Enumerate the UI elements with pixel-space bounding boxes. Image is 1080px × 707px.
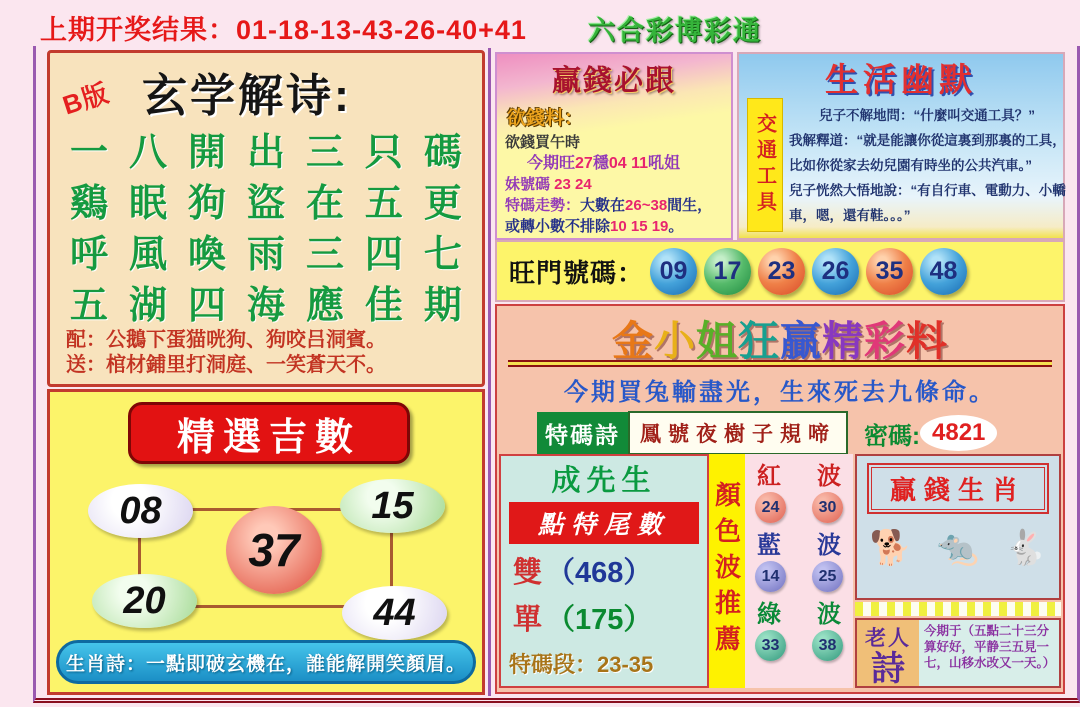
win-tips-panel	[495, 52, 733, 240]
tip-segment: 。	[668, 218, 684, 235]
tail-digit-row	[513, 550, 707, 591]
hot-number-balls	[650, 248, 967, 295]
tail-digits-banner: 點特尾數	[509, 502, 699, 544]
mr-cheng-name: 成先生	[551, 465, 657, 497]
tip-segment: 27	[575, 155, 593, 172]
tip-segment: 10 15 19	[610, 218, 669, 235]
poem-char: 八	[128, 132, 167, 174]
poem-line	[50, 174, 482, 225]
poem-char: 喚	[187, 234, 226, 276]
gold-title-char: 精	[822, 318, 864, 364]
poem-char: 狗	[187, 183, 226, 225]
wave-group-red	[749, 456, 849, 523]
zodiac-poem-text: 生肖詩：一點即破玄機在，誰能解開笑顏眉。	[65, 653, 466, 675]
tip-segment: 或轉小數不排除	[505, 218, 611, 235]
wave-ball-33	[755, 630, 786, 661]
zodiac-animal-row	[857, 528, 1059, 568]
special-code-range: 特碼段：23-35	[509, 652, 654, 677]
tip-segment: 欲錢買午時	[505, 134, 581, 151]
tip-segment: 大數在	[580, 197, 626, 214]
humor-topic-tab	[747, 98, 783, 232]
gold-bottom-row	[499, 454, 1061, 688]
poem-char: 佳	[364, 285, 403, 327]
poem-char: 在	[305, 183, 344, 225]
poem-char: 出	[246, 132, 285, 174]
gold-section-title	[497, 308, 1063, 364]
win-tips-lines	[505, 132, 723, 237]
humor-line: 兒子恍然大悟地說：“有自行車、電動力、小轎	[789, 183, 1066, 198]
wave-labels	[749, 525, 849, 560]
humor-line: 兒子不解地問：“什麼叫交通工具？”	[819, 108, 1035, 123]
number-ball-17	[704, 248, 751, 295]
song-line: 送：棺材鋪里打洞庭、一笑蒼天不。	[66, 354, 386, 376]
poem-line	[50, 123, 482, 174]
gold-title-char: 小	[654, 318, 696, 364]
humor-line: 我解釋道：“就是能讓你從這裏到那裏的工具，	[789, 133, 1066, 148]
lucky-numbers-panel	[47, 389, 485, 695]
xuanxue-title: 玄学解诗:	[142, 70, 352, 121]
pei-line: 配：公鵝下蛋猫咣狗、狗咬吕洞賓。	[66, 329, 386, 351]
gold-slogan: 今期買兔輸盡光，生來死去九條命。	[564, 379, 996, 406]
lucky-number-44	[342, 586, 447, 640]
poem-char: 五	[364, 183, 403, 225]
poem-char: 開	[187, 132, 226, 174]
color-wave-title: 顏色波推薦	[711, 481, 742, 661]
hot-numbers-strip	[495, 240, 1065, 302]
humor-title: 生活幽默	[825, 61, 977, 98]
poem-char: 四	[187, 285, 226, 327]
number-ball-35	[866, 248, 913, 295]
poem-char: 更	[423, 183, 462, 225]
wave-group-blue	[749, 525, 849, 592]
humor-panel	[737, 52, 1065, 240]
number-ball-23	[758, 248, 805, 295]
lucky-number-08	[88, 484, 193, 538]
tip-line	[505, 174, 723, 195]
tail-digit-row	[513, 597, 707, 638]
elder-label-bottom: 詩	[871, 650, 905, 688]
checker-band	[855, 602, 1061, 616]
poem-char: 鷄	[70, 183, 109, 225]
lucky-number-20	[92, 574, 197, 628]
tip-line	[505, 132, 723, 153]
tail-row-label: 雙	[513, 557, 543, 589]
tail-row-label: 單	[513, 604, 543, 636]
tip-line	[505, 216, 723, 237]
number-ball-48	[920, 248, 967, 295]
lucky-numbers-banner	[128, 402, 410, 464]
tip-segment: 23 24	[554, 176, 592, 193]
poem-char: 風	[128, 234, 167, 276]
lucky-number-value: 20	[123, 579, 166, 622]
tip-line	[505, 153, 723, 174]
wave-balls	[749, 630, 849, 661]
tail-row-value: （175）	[546, 604, 653, 636]
poem-char: 應	[305, 285, 344, 327]
tip-segment: 穩	[592, 155, 609, 172]
zodiac-poem-banner	[56, 640, 476, 684]
tail-row-value: （468）	[546, 557, 653, 589]
win-tips-title: 贏錢必跟	[551, 65, 676, 97]
gold-title-char: 金	[612, 318, 654, 364]
poem-char: 三	[305, 234, 344, 276]
elder-label-top: 老人	[865, 627, 911, 650]
hot-numbers-label: 旺門號碼：	[509, 257, 645, 288]
wave-ball-24	[755, 492, 786, 523]
lucky-number-value: 44	[373, 591, 416, 634]
wave-color-label: 藍	[757, 532, 781, 559]
tip-segment: 今期旺	[527, 155, 576, 172]
color-wave-panel	[745, 454, 853, 688]
poem-char: 四	[364, 234, 403, 276]
special-code-poem-label: 特碼詩	[537, 412, 628, 455]
win-tips-subtitle: 欲錢料：	[507, 108, 584, 129]
lucky-number-value: 08	[119, 489, 162, 532]
poem-char: 雨	[246, 234, 285, 276]
column-divider	[488, 48, 491, 696]
poem-char: 盜	[246, 183, 285, 225]
edition-badge: B版	[58, 77, 113, 121]
wave-ball-14	[755, 561, 786, 592]
number-ball-09	[650, 248, 697, 295]
tip-line	[505, 195, 723, 216]
wave-ball-30	[812, 492, 843, 523]
brand-title: 六合彩博彩通	[588, 16, 762, 46]
wave-word: 波	[817, 532, 841, 559]
humor-topic-label: 交通工具	[753, 113, 776, 217]
humor-text	[789, 103, 1066, 228]
lucky-number-value: 15	[371, 484, 414, 527]
poem-char: 呼	[70, 234, 109, 276]
tip-segment: 26~38	[625, 197, 668, 214]
gold-title-char: 料	[906, 318, 948, 364]
poem-line	[50, 276, 482, 327]
special-code-poem-row	[537, 414, 1049, 452]
poem-char: 三	[305, 132, 344, 174]
gold-title-char: 狂	[738, 318, 780, 364]
rabbit-icon: 🐇	[1004, 529, 1047, 567]
ball-number: 26	[821, 256, 850, 285]
lucky-number-37	[226, 506, 322, 594]
wave-word: 波	[817, 463, 841, 490]
humor-line: 比如你從家去幼兒園有時坐的公共汽車。”	[789, 158, 1032, 173]
right-column	[855, 454, 1061, 688]
color-wave-strip	[709, 454, 745, 688]
poem-char: 眠	[128, 183, 167, 225]
xuanxue-poem	[50, 123, 482, 327]
poem-char: 海	[246, 285, 285, 327]
secret-code-label: 密碼:	[864, 422, 920, 450]
elder-poem-box	[855, 618, 1061, 688]
ball-number: 09	[659, 256, 688, 285]
win-zodiac-box	[855, 454, 1061, 600]
special-code-poem: 鳳號夜樹子規啼	[628, 411, 848, 455]
dog-icon: 🐕	[869, 529, 912, 567]
tip-segment: 吼姐	[647, 155, 680, 172]
poem-char: 碼	[423, 132, 462, 174]
poem-char: 五	[70, 285, 109, 327]
tip-segment: 間生，	[667, 197, 713, 214]
ball-number: 35	[875, 256, 904, 285]
tip-segment: 特碼走勢：	[505, 197, 581, 214]
rat-icon: 🐀	[936, 529, 980, 567]
gold-title-char: 彩	[864, 318, 906, 364]
tail-digit-rows	[501, 550, 707, 638]
number-ball-26	[812, 248, 859, 295]
humor-line: 車，嗯，還有鞋。。。”	[789, 208, 911, 223]
last-draw-result: 上期开奖结果：01-18-13-43-26-40+41	[40, 15, 527, 45]
wave-ball-25	[812, 561, 843, 592]
wave-word: 波	[817, 601, 841, 628]
tip-segment: 妹號碼	[505, 176, 555, 193]
poem-char: 期	[423, 285, 462, 327]
wave-ball-number: 38	[818, 636, 837, 654]
poem-char: 一	[70, 132, 109, 174]
win-zodiac-title: 贏錢生肖	[871, 467, 1045, 510]
gold-title-char: 贏	[780, 318, 822, 364]
wave-ball-number: 30	[818, 498, 837, 516]
elder-poem-text: 今期于（五點二十三分算好好，平静三五見一七，山移水改又一天。）	[924, 624, 1056, 670]
poem-char: 只	[364, 132, 403, 174]
wave-group-green	[749, 594, 849, 661]
lucky-number-15	[340, 479, 445, 533]
wave-ball-number: 25	[818, 567, 837, 585]
elder-poem-label	[857, 620, 919, 686]
wave-ball-number: 24	[761, 498, 780, 516]
mr-cheng-box	[499, 454, 709, 688]
wave-balls	[749, 492, 849, 523]
wave-ball-38	[812, 630, 843, 661]
wave-ball-number: 14	[761, 567, 780, 585]
ball-number: 23	[767, 256, 796, 285]
ball-number: 17	[713, 256, 742, 285]
wave-color-label: 紅	[757, 463, 781, 490]
win-zodiac-titlewrap	[867, 463, 1049, 514]
xuanxue-panel	[47, 50, 485, 387]
ball-number: 48	[929, 256, 958, 285]
tip-segment: 04 11	[608, 155, 648, 172]
poem-line	[50, 225, 482, 276]
pei-song-block	[66, 328, 472, 378]
gold-title-char: 姐	[696, 318, 738, 364]
poem-char: 七	[423, 234, 462, 276]
lucky-number-value: 37	[248, 524, 300, 576]
gold-tips-section	[495, 304, 1065, 694]
wave-labels	[749, 456, 849, 491]
wave-labels	[749, 594, 849, 629]
wave-color-label: 綠	[757, 601, 781, 628]
secret-code-value: 4821	[920, 415, 997, 451]
poem-char: 湖	[128, 285, 167, 327]
wave-balls	[749, 561, 849, 592]
lucky-numbers-title: 精選吉數	[176, 416, 361, 459]
wave-ball-number: 33	[761, 636, 780, 654]
